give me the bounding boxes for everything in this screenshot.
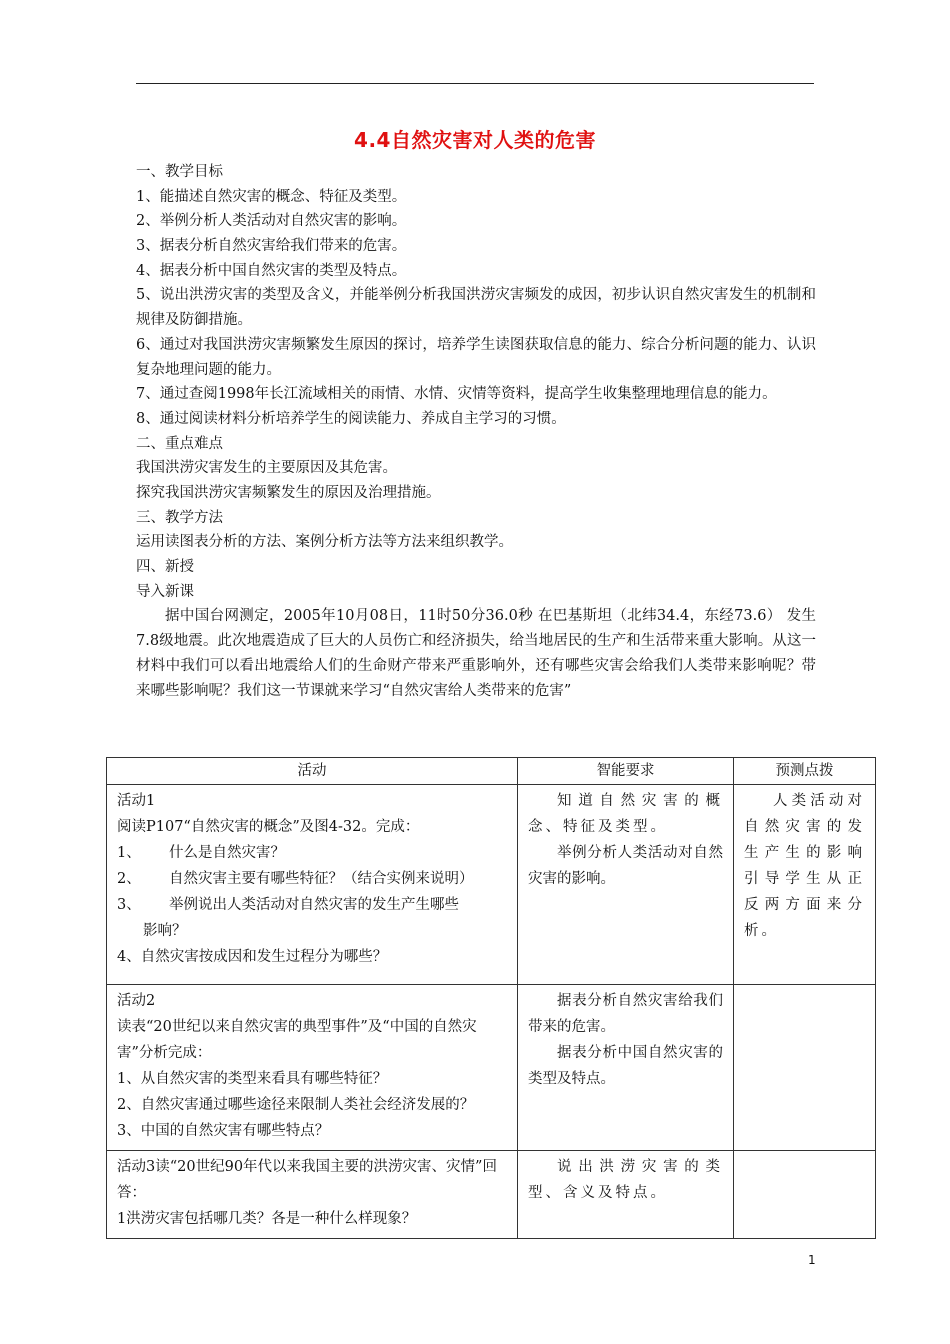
tips-cell (734, 1151, 876, 1239)
section-heading-method: 三、教学方法 (136, 509, 223, 526)
goal-item: 2、举例分析人类活动对自然灾害的影响。 (136, 213, 407, 230)
goal-item: 8、通过阅读材料分析培养学生的阅读能力、养成自主学习的习惯。 (136, 410, 566, 427)
tips-cell (734, 985, 876, 1151)
activity-lead: 读表“20世纪以来自然灾害的典型事件”及“中国的自然灾害”分析完成： (117, 1019, 477, 1061)
section-heading-new-lesson: 四、新授 (136, 559, 194, 576)
requirement-text: 据表分析中国自然灾害的类型及特点。 (528, 1045, 723, 1087)
activity-question: 3、 举例说出人类活动对自然灾害的发生产生哪些 (117, 897, 459, 913)
activity-title: 活动1 (117, 793, 156, 809)
section-heading-key-points: 二、重点难点 (136, 435, 223, 452)
method-text: 运用读图表分析的方法、案例分析方法等方法来组织教学。 (136, 534, 513, 551)
activity-question: 2、自然灾害通过哪些途径来限制人类社会经济发展的？ (117, 1097, 475, 1113)
table-row (107, 985, 876, 1151)
activity-question: 4、自然灾害按成因和发生过程分为哪些？ (117, 949, 388, 965)
intro-paragraph: 据中国台网测定，2005年10月08日，11时50分36.0秒 在巴基斯坦（北纬34.4，东经73.6） 发生7.8级地震。此次地震造成了巨大的人员伤亡和经济损失，给当地居民的生产和生活带来重大影响。从这一材料中我们可以看出地震给人们的生命财产带来严重影响外，还有哪些灾害会给我们人类带来影响呢？带来哪些影响呢？我们这一节课就来学习“自然灾害给人类带来的危害” (136, 608, 816, 699)
header-rule (136, 83, 814, 84)
document-body (136, 160, 816, 703)
activity-cell (107, 985, 518, 1151)
requirement-text: 说出洪涝灾害的类型、含义及特点。 (528, 1159, 723, 1201)
requirement-cell (518, 985, 734, 1151)
activity-lead: 阅读P107“自然灾害的概念”及图4-32。完成： (117, 819, 420, 835)
activity-cell (107, 1151, 518, 1239)
activity-cell (107, 785, 518, 985)
activity-lead: 活动3读“20世纪90年代以来我国主要的洪涝灾害、灾情”回答： (117, 1159, 497, 1201)
table-row (107, 785, 876, 985)
key-point: 我国洪涝灾害发生的主要原因及其危害。 (136, 460, 397, 477)
goal-item: 4、据表分析中国自然灾害的类型及特点。 (136, 262, 407, 279)
goal-item: 5、说出洪涝灾害的类型及含义，并能举例分析我国洪涝灾害频发的成因，初步认识自然灾害发生的机制和规律及防御措施。 (136, 287, 816, 329)
goal-item: 3、据表分析自然灾害给我们带来的危害。 (136, 238, 407, 255)
requirement-text: 举例分析人类活动对自然灾害的影响。 (528, 845, 723, 887)
requirement-cell (518, 1151, 734, 1239)
activity-question: 2、 自然灾害主要有哪些特征？（结合实例来说明） (117, 871, 474, 887)
tips-cell (734, 785, 876, 985)
requirement-text: 知道自然灾害的概念、特征及类型。 (528, 793, 723, 835)
column-header-requirement: 智能要求 (518, 758, 734, 785)
column-header-tips: 预测点拨 (734, 758, 876, 785)
requirement-cell (518, 785, 734, 985)
requirement-text: 据表分析自然灾害给我们带来的危害。 (528, 993, 723, 1035)
section-heading-goals: 一、教学目标 (136, 164, 223, 180)
activity-title: 活动2 (117, 993, 156, 1009)
column-header-activity: 活动 (107, 758, 518, 785)
goal-item: 1、能描述自然灾害的概念、特征及类型。 (136, 188, 407, 205)
activity-question: 3、中国的自然灾害有哪些特点？ (117, 1123, 330, 1139)
tips-text: 人类活动对自然灾害的发生产生的影响引导学生从正反两方面来分析。 (744, 793, 865, 939)
table-row (107, 1151, 876, 1239)
activity-question: 1洪涝灾害包括哪几类？各是一种什么样现象？ (117, 1211, 417, 1227)
activity-table (106, 757, 876, 1239)
goal-item: 6、通过对我国洪涝灾害频繁发生原因的探讨，培养学生读图获取信息的能力、综合分析问题的能力、认识复杂地理问题的能力。 (136, 336, 816, 378)
intro-heading: 导入新课 (136, 583, 194, 600)
page-number: 1 (808, 1253, 816, 1267)
table-header-row (107, 758, 876, 785)
key-point: 探究我国洪涝灾害频繁发生的原因及治理措施。 (136, 485, 441, 502)
activity-question: 1、 什么是自然灾害？ (117, 845, 285, 861)
page-title: 4.4自然灾害对人类的危害 (354, 128, 596, 152)
activity-question: 1、从自然灾害的类型来看具有哪些特征？ (117, 1071, 388, 1087)
activity-question-cont: 影响？ (143, 923, 187, 939)
goal-item: 7、通过查阅1998年长江流域相关的雨情、水情、灾情等资料，提高学生收集整理地理信息的能力。 (136, 386, 777, 403)
